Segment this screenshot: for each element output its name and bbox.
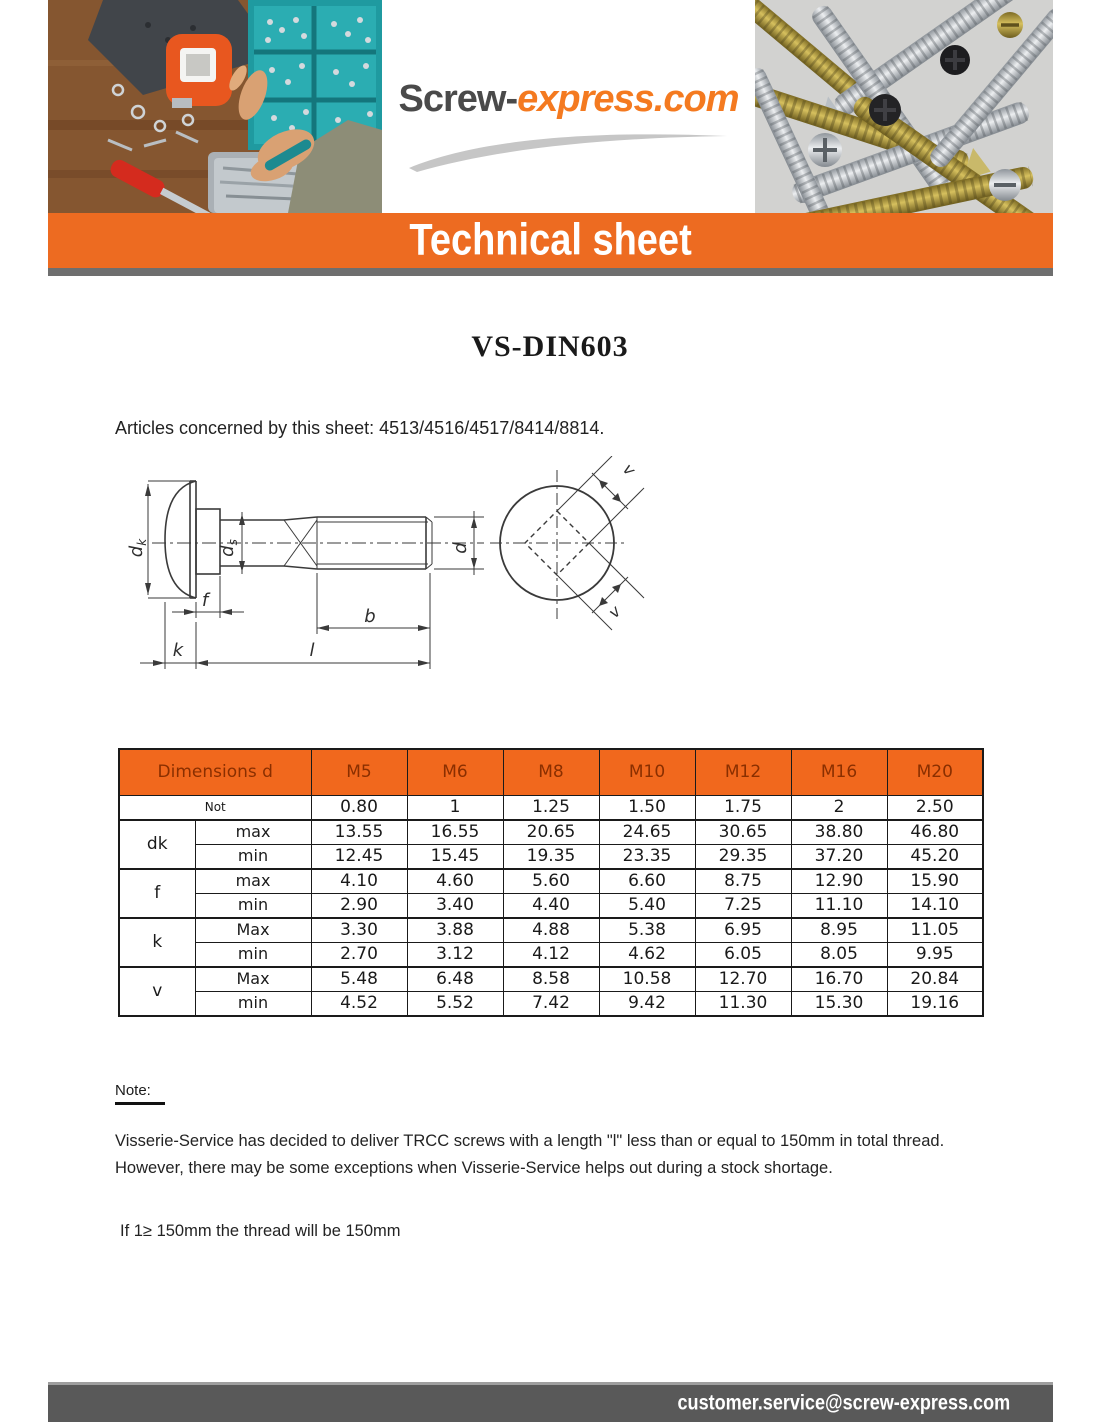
table-cell: 9.95 bbox=[887, 943, 983, 968]
row-label-dk: dk bbox=[119, 820, 195, 869]
table-cell: 1.50 bbox=[599, 796, 695, 821]
table-cell: 7.42 bbox=[503, 992, 599, 1017]
sub-label: max bbox=[195, 820, 311, 845]
table-cell: 2.70 bbox=[311, 943, 407, 968]
table-row-k-min bbox=[119, 943, 983, 968]
table-header-m8: M8 bbox=[503, 749, 599, 796]
table-cell: 29.35 bbox=[695, 845, 791, 870]
svg-text:l: l bbox=[309, 640, 315, 661]
svg-text:k: k bbox=[172, 640, 184, 661]
logo bbox=[382, 0, 755, 213]
table-cell: 8.58 bbox=[503, 967, 599, 992]
table-cell: 4.40 bbox=[503, 894, 599, 919]
table-cell: 4.10 bbox=[311, 869, 407, 894]
note-body: Visserie-Service has decided to deliver TRCC screws with a length "l" less than or equal to 150mm in total thread. However, there may be some exceptions when Visserie-Service helps out during a stock shortage. bbox=[115, 1132, 945, 1178]
sub-label: min bbox=[195, 845, 311, 870]
table-cell: 16.55 bbox=[407, 820, 503, 845]
table-cell: 30.65 bbox=[695, 820, 791, 845]
table-cell: 45.20 bbox=[887, 845, 983, 870]
technical-drawing bbox=[112, 456, 652, 703]
footer-bar bbox=[48, 1382, 1053, 1422]
table-cell: 12.70 bbox=[695, 967, 791, 992]
table-header-m6: M6 bbox=[407, 749, 503, 796]
table-cell: 4.52 bbox=[311, 992, 407, 1017]
svg-text:b: b bbox=[364, 606, 376, 627]
table-cell: 5.40 bbox=[599, 894, 695, 919]
table-cell: 4.62 bbox=[599, 943, 695, 968]
table-cell: 37.20 bbox=[791, 845, 887, 870]
table-cell: 11.30 bbox=[695, 992, 791, 1017]
screws-photo-graphic bbox=[755, 0, 1053, 213]
table-cell: 1.25 bbox=[503, 796, 599, 821]
table-cell: 19.16 bbox=[887, 992, 983, 1017]
sub-label: Max bbox=[195, 918, 311, 943]
table-cell: 5.60 bbox=[503, 869, 599, 894]
note-if-line: If 1≥ 150mm the thread will be 150mm bbox=[120, 1222, 401, 1240]
dimensions-table bbox=[118, 748, 984, 1017]
table-cell: 6.05 bbox=[695, 943, 791, 968]
table-row-f-max bbox=[119, 869, 983, 894]
page-title: VS-DIN603 bbox=[471, 330, 629, 363]
table-cell: 8.95 bbox=[791, 918, 887, 943]
table-header-m5: M5 bbox=[311, 749, 407, 796]
table-header-m20: M20 bbox=[887, 749, 983, 796]
table-cell: 3.12 bbox=[407, 943, 503, 968]
sub-label: max bbox=[195, 869, 311, 894]
table-cell: 14.10 bbox=[887, 894, 983, 919]
table-cell: 15.90 bbox=[887, 869, 983, 894]
table-cell: 12.90 bbox=[791, 869, 887, 894]
table-cell: 3.40 bbox=[407, 894, 503, 919]
svg-text:ds: $d_s$ bbox=[217, 539, 240, 557]
table-cell: 4.12 bbox=[503, 943, 599, 968]
table-header-row bbox=[119, 749, 983, 796]
row-label-f: f bbox=[119, 869, 195, 918]
table-cell: 12.45 bbox=[311, 845, 407, 870]
table-header-m12: M12 bbox=[695, 749, 791, 796]
table-cell: 9.42 bbox=[599, 992, 695, 1017]
table-cell: 4.60 bbox=[407, 869, 503, 894]
table-cell: 46.80 bbox=[887, 820, 983, 845]
table-cell: 3.30 bbox=[311, 918, 407, 943]
table-cell: 6.60 bbox=[599, 869, 695, 894]
sub-label: Max bbox=[195, 967, 311, 992]
table-row-k-max bbox=[119, 918, 983, 943]
row-label-v: v bbox=[119, 967, 195, 1016]
svg-text:v: v bbox=[604, 601, 625, 622]
table-header-m16: M16 bbox=[791, 749, 887, 796]
table-cell: 24.65 bbox=[599, 820, 695, 845]
logo-text-express: express.com bbox=[517, 78, 739, 120]
table-cell: 5.48 bbox=[311, 967, 407, 992]
table-cell: 16.70 bbox=[791, 967, 887, 992]
table-cell: 20.65 bbox=[503, 820, 599, 845]
table-cell: 8.05 bbox=[791, 943, 887, 968]
table-cell: 2 bbox=[791, 796, 887, 821]
table-cell: 8.75 bbox=[695, 869, 791, 894]
table-row-not bbox=[119, 796, 983, 821]
table-cell: 2.90 bbox=[311, 894, 407, 919]
table-cell: 5.52 bbox=[407, 992, 503, 1017]
table-cell: 11.10 bbox=[791, 894, 887, 919]
table-cell: 7.25 bbox=[695, 894, 791, 919]
articles-line: Articles concerned by this sheet: 4513/4516/4517/8414/8814. bbox=[115, 418, 605, 438]
table-cell: 15.30 bbox=[791, 992, 887, 1017]
row-label-not: Not bbox=[119, 796, 311, 821]
svg-text:f: f bbox=[201, 590, 209, 611]
workbench-photo-graphic bbox=[48, 0, 382, 213]
table-cell: 6.95 bbox=[695, 918, 791, 943]
logo-swoosh bbox=[397, 122, 742, 172]
table-cell: 1 bbox=[407, 796, 503, 821]
table-cell: 20.84 bbox=[887, 967, 983, 992]
row-label-k: k bbox=[119, 918, 195, 967]
svg-text:v: v bbox=[619, 459, 640, 480]
tape-measure bbox=[166, 34, 232, 108]
banner-title: Technical sheet bbox=[409, 215, 692, 265]
front-view bbox=[490, 456, 644, 630]
table-cell: 10.58 bbox=[599, 967, 695, 992]
footer-email: customer.service@screw-express.com bbox=[677, 1391, 1010, 1415]
table-cell: 15.45 bbox=[407, 845, 503, 870]
table-cell: 23.35 bbox=[599, 845, 695, 870]
table-row-dk-max bbox=[119, 820, 983, 845]
banner-divider bbox=[48, 268, 1053, 276]
table-cell: 2.50 bbox=[887, 796, 983, 821]
svg-text:dk: $d_k$ bbox=[126, 538, 149, 558]
table-cell: 0.80 bbox=[311, 796, 407, 821]
dimension-labels bbox=[126, 538, 471, 661]
table-cell: 4.88 bbox=[503, 918, 599, 943]
sub-label: min bbox=[195, 894, 311, 919]
table-cell: 13.55 bbox=[311, 820, 407, 845]
table-header-dimensions: Dimensions d bbox=[119, 749, 311, 796]
table-row-dk-min bbox=[119, 845, 983, 870]
workbench-photo bbox=[48, 0, 382, 213]
svg-text:d: d bbox=[450, 542, 471, 554]
table-cell: 19.35 bbox=[503, 845, 599, 870]
table-cell: 5.38 bbox=[599, 918, 695, 943]
table-header-m10: M10 bbox=[599, 749, 695, 796]
sub-label: min bbox=[195, 943, 311, 968]
table-cell: 11.05 bbox=[887, 918, 983, 943]
sub-label: min bbox=[195, 992, 311, 1017]
table-row-v-min bbox=[119, 992, 983, 1017]
table-row-v-max bbox=[119, 967, 983, 992]
table-cell: 38.80 bbox=[791, 820, 887, 845]
screws-photo bbox=[755, 0, 1053, 213]
technical-sheet-banner bbox=[48, 213, 1053, 268]
table-row-f-min bbox=[119, 894, 983, 919]
table-cell: 1.75 bbox=[695, 796, 791, 821]
table-cell: 3.88 bbox=[407, 918, 503, 943]
table-cell: 6.48 bbox=[407, 967, 503, 992]
logo-text-screw: Screw- bbox=[398, 78, 518, 120]
note-label: Note: bbox=[115, 1082, 165, 1105]
